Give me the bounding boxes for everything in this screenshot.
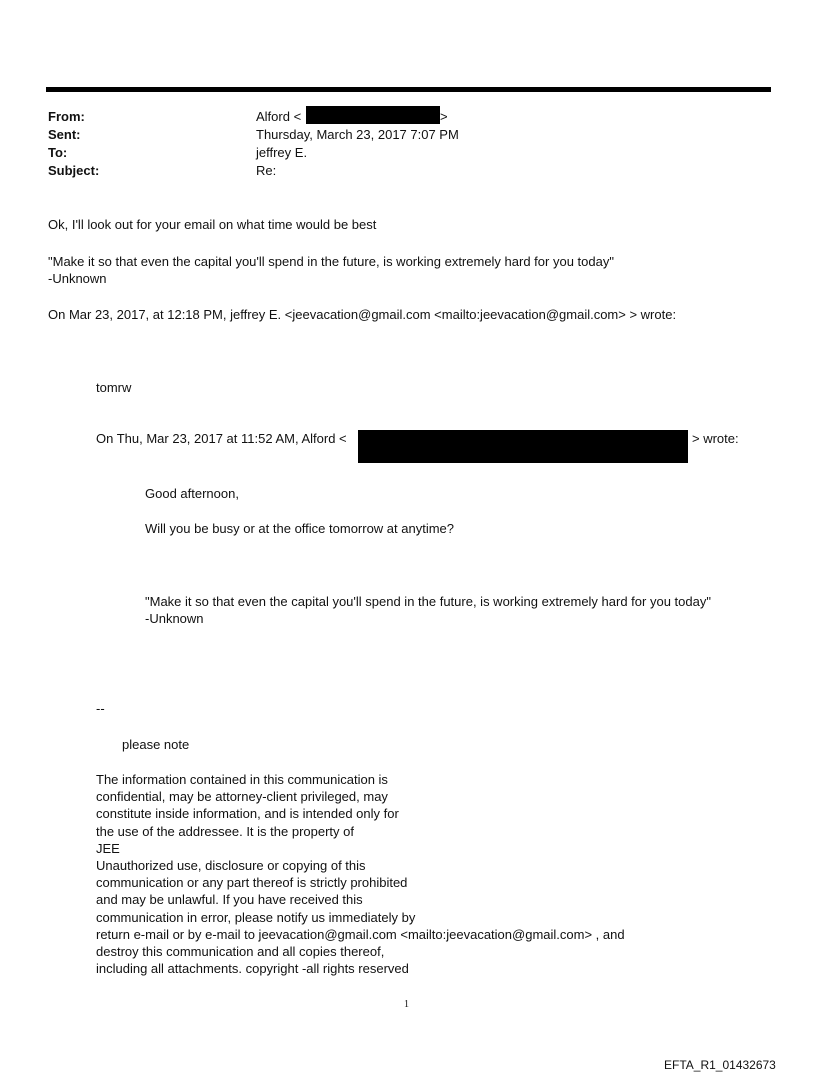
sent-value: Thursday, March 23, 2017 7:07 PM bbox=[256, 127, 459, 142]
body-line-1: Ok, I'll look out for your email on what time would be best bbox=[48, 217, 377, 232]
reply-header: On Mar 23, 2017, at 12:18 PM, jeffrey E. <jeevacation@gmail.com <mailto:jeevacation@gmail.com> > wrote: bbox=[48, 307, 677, 322]
please-note: please note bbox=[122, 737, 190, 752]
disclaimer-line: communication in error, please notify us immediately by bbox=[96, 909, 416, 925]
disclaimer-block bbox=[96, 771, 625, 977]
disclaimer-line: confidential, may be attorney-client privileged, may bbox=[96, 789, 388, 805]
quoted1-reply-suffix: > wrote: bbox=[692, 431, 739, 446]
quoted2-question: Will you be busy or at the office tomorrow at anytime? bbox=[145, 521, 455, 536]
from-close-bracket: > bbox=[440, 109, 448, 124]
from-name: Alford < bbox=[256, 109, 302, 124]
body-quote: "Make it so that even the capital you'll spend in the future, is working extremely hard for you today" bbox=[48, 254, 614, 269]
quoted2-greeting: Good afternoon, bbox=[145, 486, 239, 501]
header-rule bbox=[46, 87, 771, 92]
subject-label: Subject: bbox=[48, 163, 100, 178]
from-label: From: bbox=[48, 109, 85, 124]
disclaimer-line: Unauthorized use, disclosure or copying of this bbox=[96, 858, 366, 874]
disclaimer-line: destroy this communication and all copies thereof, bbox=[96, 944, 385, 960]
disclaimer-line: JEE bbox=[96, 840, 120, 856]
quoted1-reply-prefix: On Thu, Mar 23, 2017 at 11:52 AM, Alford < bbox=[96, 431, 347, 446]
page-number: 1 bbox=[404, 999, 409, 1010]
disclaimer-line: the use of the addressee. It is the property of bbox=[96, 823, 354, 839]
sent-label: Sent: bbox=[48, 127, 81, 142]
quoted1-text: tomrw bbox=[96, 380, 132, 395]
disclaimer-line: including all attachments. copyright -all rights reserved bbox=[96, 961, 409, 977]
subject-value: Re: bbox=[256, 163, 277, 178]
signature-dashes: -- bbox=[96, 701, 105, 716]
disclaimer-line: return e-mail or by e-mail to jeevacation@gmail.com <mailto:jeevacation@gmail.com> , and bbox=[96, 926, 625, 942]
disclaimer-line: and may be unlawful. If you have received this bbox=[96, 892, 363, 908]
quoted2-quote-author: -Unknown bbox=[145, 611, 204, 626]
disclaimer-line: communication or any part thereof is strictly prohibited bbox=[96, 875, 408, 891]
redaction-alford-email bbox=[358, 430, 688, 463]
to-value: jeffrey E. bbox=[256, 145, 308, 160]
bates-number: EFTA_R1_01432673 bbox=[664, 1058, 776, 1072]
quoted2-quote: "Make it so that even the capital you'll spend in the future, is working extremely hard for you today" bbox=[145, 594, 711, 609]
to-label: To: bbox=[48, 145, 68, 160]
redaction-from-email bbox=[306, 106, 440, 124]
from-value bbox=[256, 108, 301, 125]
body-quote-author: -Unknown bbox=[48, 271, 107, 286]
disclaimer-line: constitute inside information, and is intended only for bbox=[96, 806, 399, 822]
disclaimer-line: The information contained in this communication is bbox=[96, 772, 388, 787]
